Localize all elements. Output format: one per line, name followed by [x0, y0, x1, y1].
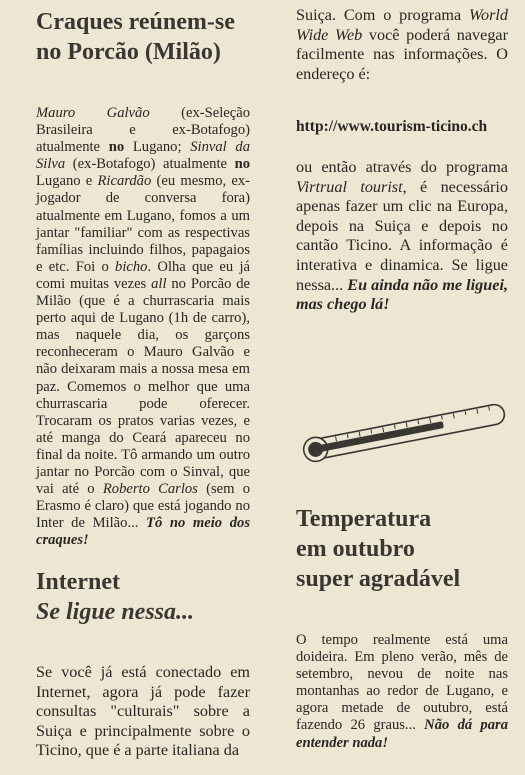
person-name: Sinval da Silva	[36, 139, 250, 173]
craques-headline-line-2: no Porcão (Milão)	[36, 39, 221, 65]
internet-headline-title: Internet	[36, 569, 120, 595]
person-name: Ricardão	[97, 173, 152, 190]
body-text: no	[108, 139, 125, 156]
body-text: no Porcão de Milão (que é a churrascaria mais perto aqui de Lugano (1h de carro), mas naquele dia, os garçons reconheceram o Mauro Galvão e não deixaram mais a nossa mesa em paz. Comemos o melhor que uma churrascaria pode oferecer. Trocaram os pratos varias vezes, e até manga do Ceará apareceu no final da noite. Tô armando um outro jantar no Porcão com o Sinval, que vai até o	[36, 275, 251, 498]
program-name: Virtrual tourist	[296, 177, 403, 196]
tourism-ticino-url: http://www.tourism-ticino.ch	[296, 118, 488, 135]
internet-article-body: Se você já está conectado em Internet, agora já pode fazer consultas "culturais" sobre a Suiça e principalmente sobre o Ticino, que é a parte italiana da	[36, 663, 250, 760]
body-text: ou então através do programa	[296, 158, 508, 176]
temperatura-headline-line-3: super agradável	[296, 566, 461, 592]
temperatura-closing-line: Não dá para entender nada!	[296, 717, 508, 751]
internet-headline-subtitle: Se ligue nessa...	[36, 599, 195, 625]
temperatura-headline	[296, 504, 508, 594]
craques-article-body	[36, 105, 250, 549]
program-name: World Wide Web	[296, 6, 508, 44]
temperatura-headline-line-2: em outubro	[296, 536, 415, 562]
person-name: Roberto Carlos	[102, 481, 198, 498]
body-text: no	[234, 156, 250, 173]
internet-closing-line: Eu ainda não me liguei, mas chego lá!	[296, 275, 509, 314]
body-text: Lugano e	[36, 173, 98, 190]
emphasis-word: bicho	[115, 258, 148, 275]
body-text: . Olha que eu já comi muitas vezes	[36, 258, 250, 292]
emphasis-word: all	[151, 275, 167, 292]
body-text: (ex-Seleção Brasileira e ex-Botafogo) atualmente	[36, 105, 250, 156]
craques-closing-line: Tô no meio dos craques!	[36, 515, 250, 549]
craques-headline-line-1: Craques reúnem-se	[36, 9, 235, 35]
body-text: (sem o Erasmo é claro) que está jogando no Inter de Milão...	[36, 481, 250, 532]
body-text: (ex-Botafogo) atualmente	[65, 156, 235, 173]
temperatura-article-body	[296, 632, 508, 752]
internet-headline	[36, 567, 250, 627]
internet-article-paragraph-2	[296, 158, 508, 315]
body-text: O tempo realmente está uma doideira. Em pleno verão, mês de setembro, nevou de noite nas montanhas ao redor de Lugano, e agora metade de outubro, está fazendo 26 graus...	[296, 632, 508, 734]
temperatura-headline-line-1: Temperatura	[296, 506, 432, 532]
body-text: Suiça. Com o programa	[296, 6, 470, 24]
body-text: Lugano;	[124, 139, 191, 156]
person-name: Mauro Galvão	[36, 105, 150, 121]
craques-headline	[36, 7, 266, 67]
thermometer-icon	[296, 392, 514, 477]
body-text: você poderá navegar facilmente nas informações. O endereço é:	[296, 25, 508, 83]
body-text: (eu mesmo, ex-jogador de conversa fora) atualmente em Lugano, fomos a um jantar "familiar" com as respectivas famílias incluindo filhos, papagaios e etc. Foi o	[36, 173, 250, 275]
internet-article-continued	[296, 6, 508, 84]
body-text: , é necessário apenas fazer um clic na Europa, depois na Suiça e depois no cantão Ticino. A informação é interativa e dinamica. Se ligue nessa...	[296, 177, 508, 294]
